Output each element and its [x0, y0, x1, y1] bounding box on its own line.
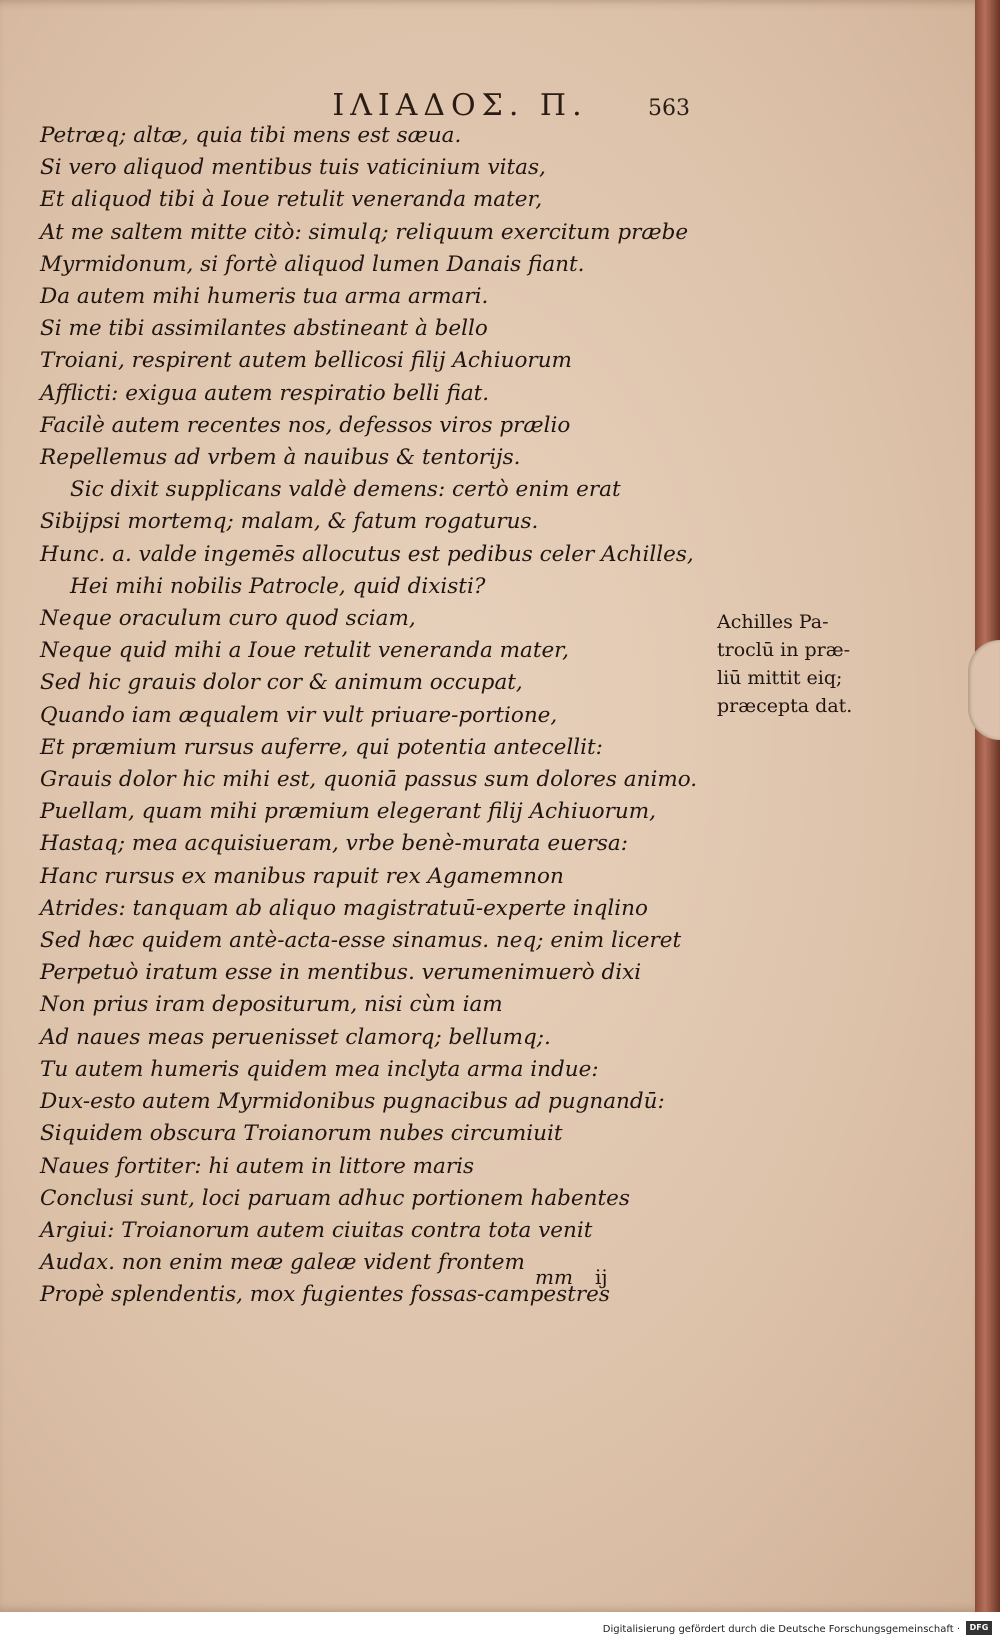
page-tab	[968, 640, 1000, 740]
verse-line: Argiui: Troianorum autem ciuitas contra tota venit	[40, 1217, 593, 1243]
verse-line: Hanc rursus ex manibus rapuit rex Agamemnon	[40, 863, 564, 889]
verse-line: Sed hic grauis dolor cor & animum occupat,	[40, 670, 523, 696]
catchword: mm	[535, 1265, 573, 1289]
verse-line: Non prius iram depositurum, nisi cùm iam	[40, 992, 503, 1018]
verse-line: Atrides: tanquam ab aliquo magistratuū-experte inqlino	[40, 895, 648, 921]
margin-note	[717, 608, 867, 720]
page-number: 563	[648, 96, 690, 121]
margin-note-line: præcepta dat.	[717, 695, 853, 717]
verse-line: Audax. non enim meæ galeæ vident frontem	[40, 1250, 525, 1276]
verse-line: Neque quid mihi a Ioue retulit veneranda mater,	[40, 638, 569, 664]
verse-line: Grauis dolor hic mihi est, quoniā passus sum dolores animo.	[40, 767, 698, 793]
verse-line: Sibijpsi mortemq; malam, & fatum rogaturus.	[40, 509, 539, 535]
verse-text	[40, 120, 720, 1312]
verse-line: Conclusi sunt, loci paruam adhuc portionem habentes	[40, 1185, 630, 1211]
book-edge	[975, 0, 1000, 1612]
verse-line: Si me tibi assimilantes abstineant à bello	[40, 316, 488, 342]
verse-line: Afflicti: exigua autem respiratio belli fiat.	[40, 380, 490, 406]
running-head: ΙΛΙΑΔΟΣ. Π.	[332, 88, 588, 123]
signature-mark: ij	[595, 1265, 608, 1289]
verse-line: Sed hæc quidem antè-acta-esse sinamus. neq; enim liceret	[40, 928, 682, 954]
verse-line: Tu autem humeris quidem mea inclyta arma indue:	[40, 1056, 599, 1082]
verse-line: Siquidem obscura Troianorum nubes circumiuit	[40, 1121, 563, 1147]
verse-line: Sic dixit supplicans valdè demens: certò enim erat	[70, 477, 621, 503]
verse-line: Dux-esto autem Myrmidonibus pugnacibus ad pugnandū:	[40, 1089, 665, 1115]
verse-line: Hastaq; mea acquisiueram, vrbe benè-murata euersa:	[40, 831, 628, 857]
digitization-credit: Digitalisierung gefördert durch die Deutsche Forschungsgemeinschaft ·	[602, 1624, 960, 1635]
verse-line: Repellemus ad vrbem à nauibus & tentorijs.	[40, 445, 521, 471]
verse-line: Perpetuò iratum esse in mentibus. verumenimuerò dixi	[40, 960, 642, 986]
verse-line: Et præmium rursus auferre, qui potentia antecellit:	[40, 734, 603, 760]
margin-note-line: Achilles Pa-	[717, 611, 829, 633]
verse-line: Quando iam æqualem vir vult priuare-portione,	[40, 702, 558, 728]
verse-line: Troiani, respirent autem bellicosi filij Achiuorum	[40, 348, 572, 374]
verse-line: Neque oraculum curo quod sciam,	[40, 606, 416, 632]
verse-line: Propè splendentis, mox fugientes fossas-campestres	[40, 1282, 610, 1308]
verse-line: Myrmidonum, si fortè aliquod lumen Danais fiant.	[40, 251, 585, 277]
verse-line: At me saltem mitte citò: simulq; reliquum exercitum præbe	[40, 219, 689, 245]
verse-line: Si vero aliquod mentibus tuis vaticinium vitas,	[40, 155, 546, 181]
verse-line: Et aliquod tibi à Ioue retulit veneranda mater,	[40, 187, 543, 213]
verse-line: Hunc. a. valde ingemēs allocutus est pedibus celer Achilles,	[40, 541, 694, 567]
verse-line: Da autem mihi humeris tua arma armari.	[40, 284, 489, 310]
verse-line: Facilè autem recentes nos, defessos viros prælio	[40, 412, 571, 438]
margin-note-line: troclū in præ-	[717, 639, 851, 661]
verse-line: Hei mihi nobilis Patrocle, quid dixisti?	[70, 573, 486, 599]
dfg-logo: DFG	[966, 1621, 992, 1635]
verse-line: Ad naues meas peruenisset clamorq; bellumq;.	[40, 1024, 551, 1050]
verse-line: Petræq; altæ, quia tibi mens est sæua.	[40, 123, 462, 148]
verse-line: Naues fortiter: hi autem in littore maris	[40, 1153, 475, 1179]
verse-line: Puellam, quam mihi præmium elegerant filij Achiuorum,	[40, 799, 656, 825]
margin-note-line: liū mittit eiq;	[717, 667, 843, 689]
